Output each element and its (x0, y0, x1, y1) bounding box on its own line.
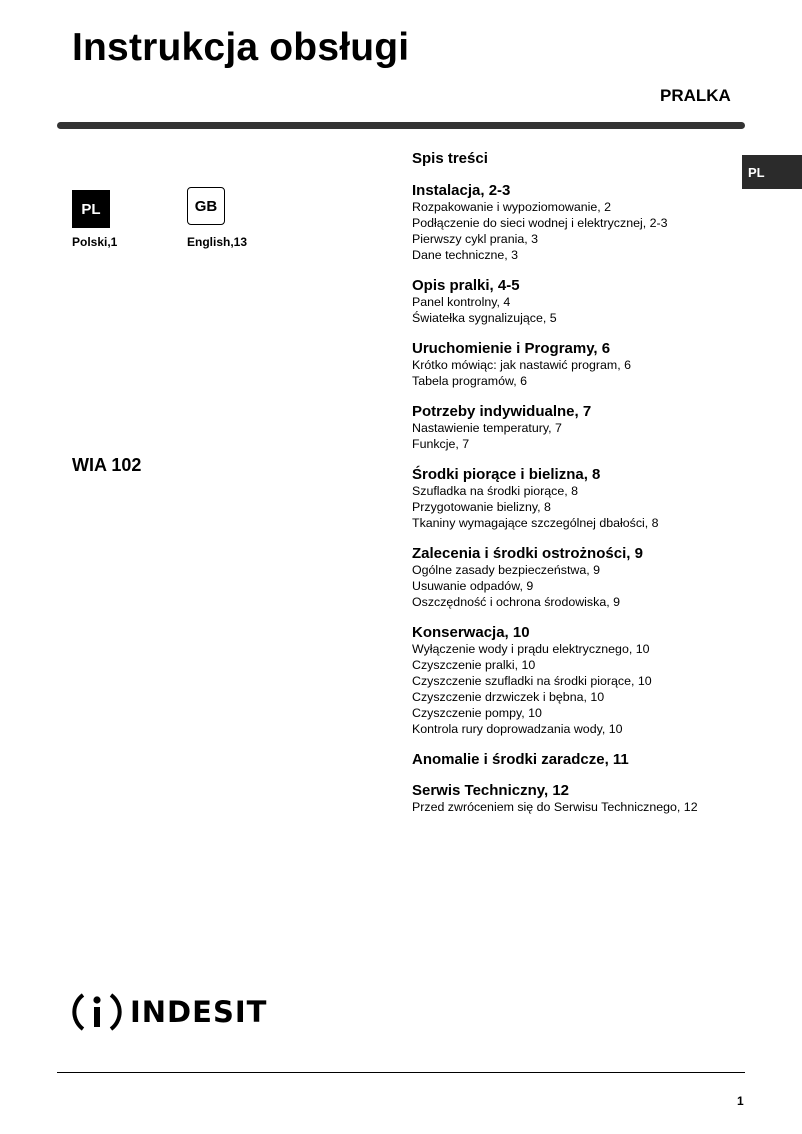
section-item: Usuwanie odpadów, 9 (412, 579, 534, 593)
table-of-contents (412, 150, 752, 815)
language-pl-badge[interactable]: PL (72, 190, 110, 228)
section-item: Przygotowanie bielizny, 8 (412, 500, 551, 514)
section-title: Potrzeby indywidualne, 7 (412, 403, 592, 420)
language-tab: PL (742, 155, 802, 189)
section-title: Uruchomienie i Programy, 6 (412, 340, 611, 357)
section-title: Środki piorące i bielizna, 8 (412, 466, 601, 483)
page-number: 1 (737, 1094, 744, 1108)
toc-section-potrzeby (412, 403, 752, 452)
section-title: Zalecenia i środki ostrożności, 9 (412, 545, 643, 562)
section-title: Instalacja, 2-3 (412, 182, 511, 199)
toc-section-instalacja (412, 182, 752, 263)
indesit-logo-icon (72, 987, 122, 1037)
section-title: Opis pralki, 4-5 (412, 277, 520, 294)
model-number: WIA 102 (72, 455, 142, 475)
section-item: Kontrola rury doprowadzania wody, 10 (412, 722, 623, 736)
section-title: Konserwacja, 10 (412, 624, 530, 641)
brand-logo (72, 987, 267, 1037)
toc-section-srodki-piorace (412, 466, 752, 531)
section-item: Przed zwróceniem się do Serwisu Technicznego, 12 (412, 800, 698, 814)
language-gb-badge[interactable]: GB (187, 187, 225, 225)
brand-name: INDESIT (130, 995, 268, 1029)
section-item: Czyszczenie szufladki na środki piorące, 10 (412, 674, 652, 688)
section-item: Tabela programów, 6 (412, 374, 528, 388)
section-item: Panel kontrolny, 4 (412, 295, 511, 309)
section-item: Pierwszy cykl prania, 3 (412, 232, 539, 246)
section-item: Oszczędność i ochrona środowiska, 9 (412, 595, 620, 609)
section-title: Serwis Techniczny, 12 (412, 782, 570, 799)
footer-divider (57, 1072, 745, 1073)
section-item: Tkaniny wymagające szczególnej dbałości, 8 (412, 516, 659, 530)
toc-heading: Spis treści (412, 150, 488, 167)
section-item: Światełka sygnalizujące, 5 (412, 311, 557, 325)
toc-section-konserwacja (412, 624, 752, 737)
section-item: Czyszczenie pompy, 10 (412, 706, 542, 720)
section-item: Ogólne zasady bezpieczeństwa, 9 (412, 563, 601, 577)
section-title: Anomalie i środki zaradcze, 11 (412, 751, 629, 768)
toc-section-anomalie (412, 751, 752, 768)
toc-section-serwis (412, 782, 752, 815)
section-item: Funkcje, 7 (412, 437, 470, 451)
toc-section-opis-pralki (412, 277, 752, 326)
toc-section-zalecenia (412, 545, 752, 610)
header-divider (57, 122, 745, 129)
document-title: Instrukcja obsługi (72, 26, 410, 69)
section-item: Krótko mówiąc: jak nastawić program, 6 (412, 358, 631, 372)
section-item: Czyszczenie pralki, 10 (412, 658, 536, 672)
section-item: Dane techniczne, 3 (412, 248, 519, 262)
language-gb-label: English,13 (187, 235, 248, 249)
section-item: Czyszczenie drzwiczek i bębna, 10 (412, 690, 605, 704)
section-item: Szufladka na środki piorące, 8 (412, 484, 578, 498)
section-item: Nastawienie temperatury, 7 (412, 421, 562, 435)
section-item: Podłączenie do sieci wodnej i elektrycznej, 2-3 (412, 216, 668, 230)
product-type: PRALKA (660, 86, 731, 105)
section-item: Wyłączenie wody i prądu elektrycznego, 10 (412, 642, 650, 656)
toc-section-uruchomienie (412, 340, 752, 389)
language-pl-label: Polski,1 (72, 235, 118, 249)
section-item: Rozpakowanie i wypoziomowanie, 2 (412, 200, 612, 214)
